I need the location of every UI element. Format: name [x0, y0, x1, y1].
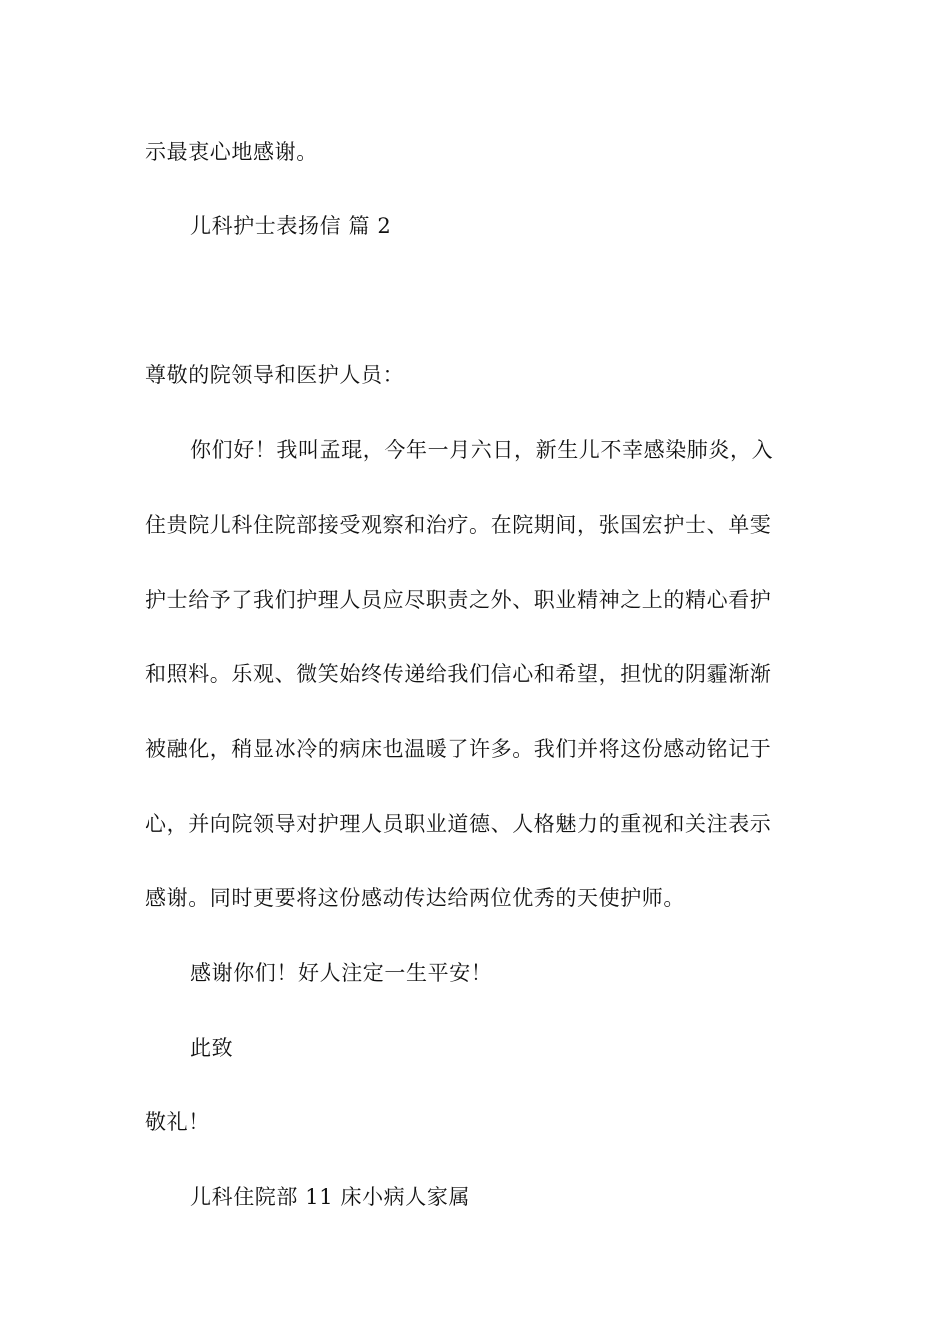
closing-phrase: 此致 [190, 1036, 234, 1060]
closing-salute: 敬礼！ [145, 1110, 210, 1134]
body-line: 心，并向院领导对护理人员职业道德、人格魅力的重视和关注表示 [145, 812, 772, 836]
body-line: 感谢。同时更要将这份感动传达给两位优秀的天使护师。 [145, 886, 685, 910]
body-line: 护士给予了我们护理人员应尽职责之外、职业精神之上的精心看护 [145, 588, 772, 612]
body-line: 住贵院儿科住院部接受观察和治疗。在院期间，张国宏护士、单雯 [145, 513, 772, 537]
body-line: 和照料。乐观、微笑始终传递给我们信心和希望，担忧的阴霾渐渐 [145, 662, 772, 686]
paragraph-closing-fragment: 示最衷心地感谢。 [145, 140, 318, 164]
thanks-line: 感谢你们！好人注定一生平安！ [190, 961, 493, 985]
section-heading: 儿科护士表扬信 篇 2 [190, 214, 392, 238]
body-line: 被融化，稍显冰冷的病床也温暖了许多。我们并将这份感动铭记于 [145, 737, 772, 761]
signature-line: 儿科住院部 11 床小病人家属 [190, 1185, 471, 1209]
salutation: 尊敬的院领导和医护人员： [145, 363, 405, 387]
body-line: 你们好！我叫孟琨，今年一月六日，新生儿不幸感染肺炎，入 [190, 438, 774, 462]
